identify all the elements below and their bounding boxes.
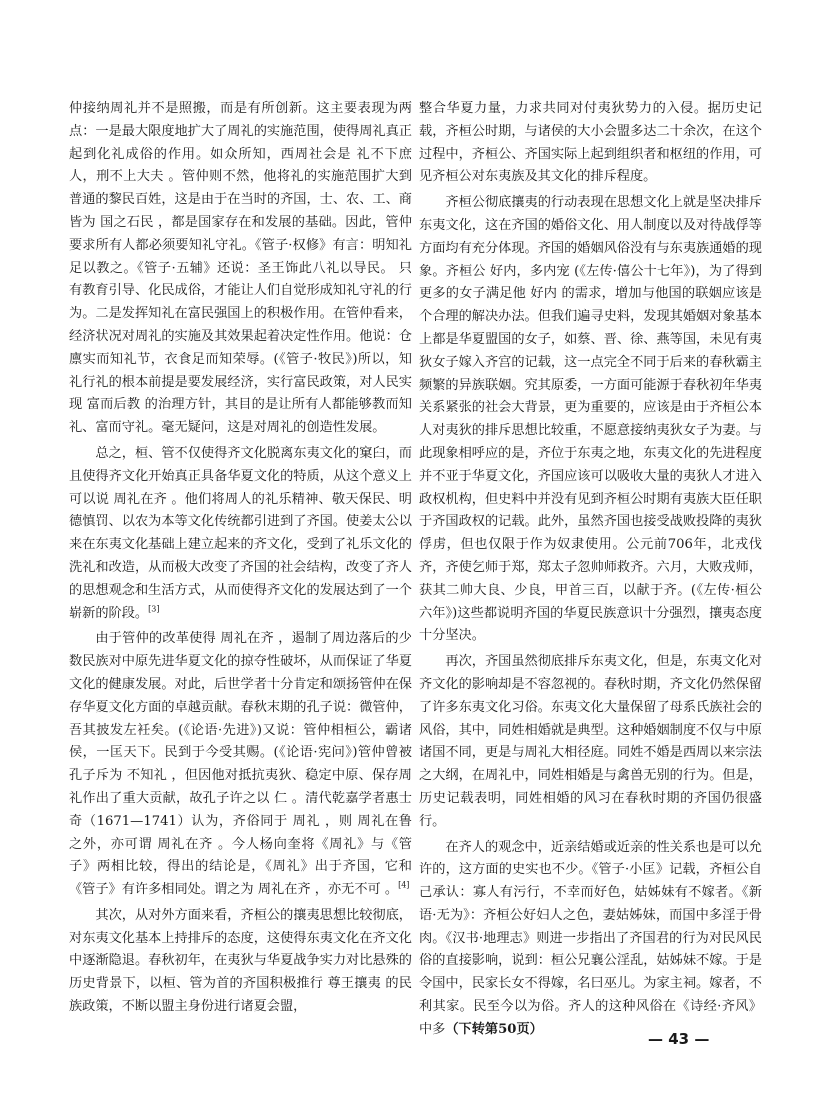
paragraph: 在齐人的观念中，近亲结婚或近亲的性关系也是可以允许的，这方面的史实也不少。《管子·小匡》记载，齐桓公自己承认：寡人有污行，不幸而好色，姑姊妹有不嫁者。《新语·无为》：齐桓公好妇人之色，妻姑姊妹，而国中多淫于骨肉。《汉书·地理志》则进一步指出了齐国君的行为对民风民俗的直接影响，说到：桓公兄襄公淫乱，姑姊妹不嫁。于是令国中，民家长女不得嫁，名曰巫儿。为家主祠。嫁者，不利其家。民至今以为俗。齐人的这种风俗在《诗经·齐风》中多（下转第50页） bbox=[419, 839, 762, 1037]
left-column bbox=[69, 98, 412, 1019]
footnote-mark: [4] bbox=[398, 880, 410, 890]
paragraph: 总之，桓、管不仅使得齐文化脱离东夷文化的窠臼，而且使得齐文化开始真正具备华夏文化的特质，从这个意义上可以说 周礼在齐 。他们将周人的礼乐精神、敬天保民、明德慎罚、以农为本等文化传统都引进到了齐国。使姜太公以来在东夷文化基础上建立起来的齐文化，受到了礼乐文化的洗礼和改造，从而极大改变了齐国的社会结构，改变了齐人的思想观念和生活方式，从而使得齐文化的发展达到了一个崭新的阶段。[3] bbox=[69, 445, 412, 621]
paragraph: 齐桓公彻底攘夷的行动表现在思想文化上就是坚决排斥东夷文化，这在齐国的婚俗文化、用人制度以及对待战俘等方面均有充分体现。齐国的婚姻风俗没有与东夷族通婚的现象。齐桓公 好内，多内宠 (《左传·僖公十七年》)，为了得到更多的女子满足他 好内 的需求，增加与他国的联姻应该是个合理的解决办法。但我们遍寻史料，发现其婚姻对象基本上都是华夏盟国的女子，如蔡、晋、徐、燕等国，未见有夷狄女子嫁入齐宫的记载，这一点完全不同于后来的春秋霸主频繁的异族联姻。究其原委，一方面可能源于春秋初年华夷关系紧张的社会大背景，更为重要的，应该是由于齐桓公本人对夷狄的排斥思想比较重，不愿意接纳夷狄女子为妻。与此现象相呼应的是，齐位于东夷之地，东夷文化的先进程度并不亚于华夏文化，齐国应该可以吸收大量的夷狄人才进入政权机构，但史料中并没有见到齐桓公时期有夷族大臣任职于齐国政权的记载。此外，虽然齐国也接受战败投降的夷狄俘虏，但也仅限于作为奴隶使用。公元前706年，北戎伐齐，齐使乞师于郑，郑太子忽帅师救齐。六月，大败戎师，获其二帅大良、少良，甲首三百，以献于齐。(《左传·桓公六年》)这些都说明齐国的华夏民族意识十分强烈，攘夷态度十分坚决。 bbox=[419, 195, 762, 644]
continuation-note: （下转第50页） bbox=[445, 1021, 543, 1037]
paragraph: 仲接纳周礼并不是照搬，而是有所创新。这主要表现为两点：一是最大限度地扩大了周礼的实施范围，使得周礼真正起到化礼成俗的作用。如众所知，西周社会是 礼不下庶人，刑不上大夫 。管仲则不然，他将礼的实施范围扩大到普通的黎民百姓，这是由于在当时的齐国，士、农、工、商皆为 国之石民 ，都是国家存在和发展的基础。因此，管仲要求所有人都必须要知礼守礼。《管子·权修》有言：明知礼足以教之。《管子·五辅》还说：圣王饰此八礼以导民。 只有教育引导、化民成俗，才能让人们自觉形成知礼守礼的行为。二是发挥知礼在富民强国上的积极作用。在管仲看来，经济状况对周礼的实施及其效果起着决定性作用。他说：仓廪实而知礼节，衣食足而知荣辱。(《管子·牧民》)所以，知礼行礼的根本前提是要发展经济，实行富民政策，对人民实现 富而后教 的治理方针，其目的是让所有人都能够教而知礼、富而守礼。毫无疑问，这是对周礼的创造性发展。 bbox=[69, 101, 412, 436]
paragraph: 整合华夏力量，力求共同对付夷狄势力的入侵。据历史记载，齐桓公时期，与诸侯的大小会盟多达二十余次，在这个过程中，齐桓公、齐国实际上起到组织者和枢纽的作用，可见齐桓公对东夷族及其文化的排斥程度。 bbox=[419, 101, 762, 185]
paragraph: 其次，从对外方面来看，齐桓公的攘夷思想比较彻底，对东夷文化基本上持排斥的态度，这使得东夷文化在齐文化中逐渐隐退。春秋初年，在夷狄与华夏战争实力对比悬殊的历史背景下，以桓、管为首的齐国积极推行 尊王攘夷 的民族政策，不断以盟主身份进行诸夏会盟， bbox=[69, 907, 412, 1015]
right-column bbox=[419, 98, 762, 1042]
footnote-mark: [3] bbox=[148, 604, 160, 614]
page-number: — 43 — bbox=[648, 1030, 710, 1048]
paragraph: 由于管仲的改革使得 周礼在齐 ，遏制了周边落后的少数民族对中原先进华夏文化的掠夺性破坏，从而保证了华夏文化的健康发展。对此，后世学者十分肯定和颂扬管仲在保存华夏文化方面的卓越贡献。春秋末期的孔子说：微管仲，吾其披发左衽矣。(《论语·先进》)又说：管仲相桓公，霸诸侯，一匡天下。民到于今受其赐。(《论语·宪问》)管仲曾被孔子斥为 不知礼 ，但因他对抵抗夷狄、稳定中原、保存周礼作出了重大贡献，故孔子许之以 仁 。清代乾嘉学者惠士奇（1671—1741）认为，齐俗同于 周礼 ，则 周礼在鲁 之外，亦可谓 周礼在齐 。今人杨向奎将《周礼》与《管子》两相比较，得出的结论是，《周礼》出于齐国，它和《管子》有许多相同处。谓之为 周礼在齐 ，亦无不可 。[4] bbox=[69, 631, 412, 898]
paragraph: 再次，齐国虽然彻底排斥东夷文化，但是，东夷文化对齐文化的影响却是不容忽视的。春秋时期，齐文化仍然保留了许多东夷文化习俗。东夷文化大量保留了母系氏族社会的风俗，其中，同姓相婚就是典型。这种婚姻制度不仅与中原诸国不同，更是与周礼大相径庭。同姓不婚是西周以来宗法之大纲，在周礼中，同姓相婚是与禽兽无别的行为。但是，历史记载表明，同姓相婚的风习在春秋时期的齐国仍很盛行。 bbox=[419, 654, 762, 829]
